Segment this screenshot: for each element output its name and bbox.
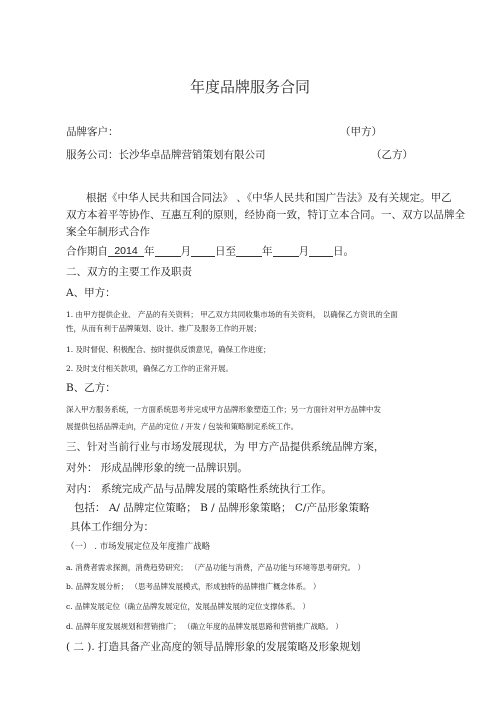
party-a-item-2: 1. 及时督促、积极配合、按时提供反馈意见，确保工作进度；: [66, 345, 271, 354]
item-b: b. 品牌发展分析； （思考品牌发展模式，形成独特的品牌推广概念体系。 ）: [66, 582, 321, 591]
party-b-heading: B、乙方：: [66, 382, 116, 394]
subsection-2-heading: ( 二 ). 打造具备产业高度的领导品牌形象的发展策略及形象规划: [66, 641, 361, 653]
party-b-line-2: 展提供包括品牌走向，产品的定位 / 开发 / 包装和策略制定系统工作。: [66, 422, 299, 431]
period-year-unit: 年: [144, 245, 155, 258]
period-month-unit: 月: [180, 245, 191, 258]
item-d: d. 品牌年度发展规划和营销推广； （确立年度的品牌发展思路和营销推广战略。 ）: [66, 622, 343, 631]
item-c: c. 品牌发展定位（确立品牌发展定位，发展品牌发展的定位支撑体系。 ）: [66, 602, 310, 611]
period-end-year-unit: 年: [262, 245, 273, 258]
section-3-heading: 三、针对当前行业与市场发展现状，为 甲方产品提供系统品牌方案，: [66, 441, 385, 453]
document-title: 年度品牌服务合同: [189, 78, 310, 96]
party-a-heading: A、甲方：: [66, 287, 116, 299]
period-prefix: 合作期自: [66, 245, 108, 258]
preamble-line-2: 双方本着平等协作、互惠互利的原则，经协商一致，特订立本合同。一、双方以品牌全: [66, 209, 465, 221]
period-end-year-blank: [236, 246, 262, 257]
period-start-day-blank: [191, 246, 215, 257]
includes-strategies: 包括： A/ 品牌定位策略； B / 品牌形象策略； C/产品形象策略: [74, 502, 370, 514]
cooperation-period: [66, 246, 354, 257]
period-end-day-unit: 日。: [333, 245, 354, 258]
period-start-month-blank: [155, 246, 181, 257]
party-a-tag: （甲方）: [340, 126, 382, 138]
preamble-line-1: 根据《中华人民共和国合同法》 、《中华人民共和国广告法》及有关规定。甲乙: [86, 192, 452, 204]
party-a-item-1-line-1: 1. 由甲方提供企业、 产品的有关资料； 甲乙双方共同收集市场的有关资料， 以确保乙方资讯的全面: [66, 310, 398, 319]
client-label: 品牌客户：: [66, 126, 119, 138]
period-start-year: 2014: [108, 246, 144, 257]
party-a-item-1-line-2: 性，从而有利于品牌策划、设计、推广及服务工作的开展；: [66, 324, 261, 333]
service-company-line: 服务公司：长沙华卓品牌营销策划有限公司: [66, 149, 266, 161]
work-breakdown-heading: 具体工作细分为：: [70, 521, 154, 533]
party-b-tag: （乙方）: [371, 149, 413, 161]
preamble-line-3: 案全年制形式合作: [66, 226, 150, 238]
external-goal: 对外： 形成品牌形象的统一品牌识别。: [66, 462, 248, 474]
party-a-item-3: 2. 及时支付相关款项，确保乙方工作的正常开展。: [66, 364, 234, 373]
period-end-month-blank: [273, 246, 299, 257]
section-2-heading: 二、双方的主要工作及职责: [66, 266, 192, 278]
period-to: 日至: [215, 245, 236, 258]
internal-goal: 对内： 系统完成产品与品牌发展的策略性系统执行工作。: [66, 483, 332, 495]
party-b-line-1: 深入甲方服务系统，一方面系统思考并完成甲方品牌形象塑造工作；另一方面针对甲方品牌中发: [66, 405, 381, 414]
period-end-day-blank: [309, 246, 333, 257]
period-end-month-unit: 月: [298, 245, 309, 258]
subsection-1-heading: （一） . 市场发展定位及年度推广战略: [66, 542, 211, 552]
item-a: a. 消费者需求探测，消费趋势研究； （产品功能与消费，产品功能与环境等思考研究。 ）: [66, 563, 366, 572]
